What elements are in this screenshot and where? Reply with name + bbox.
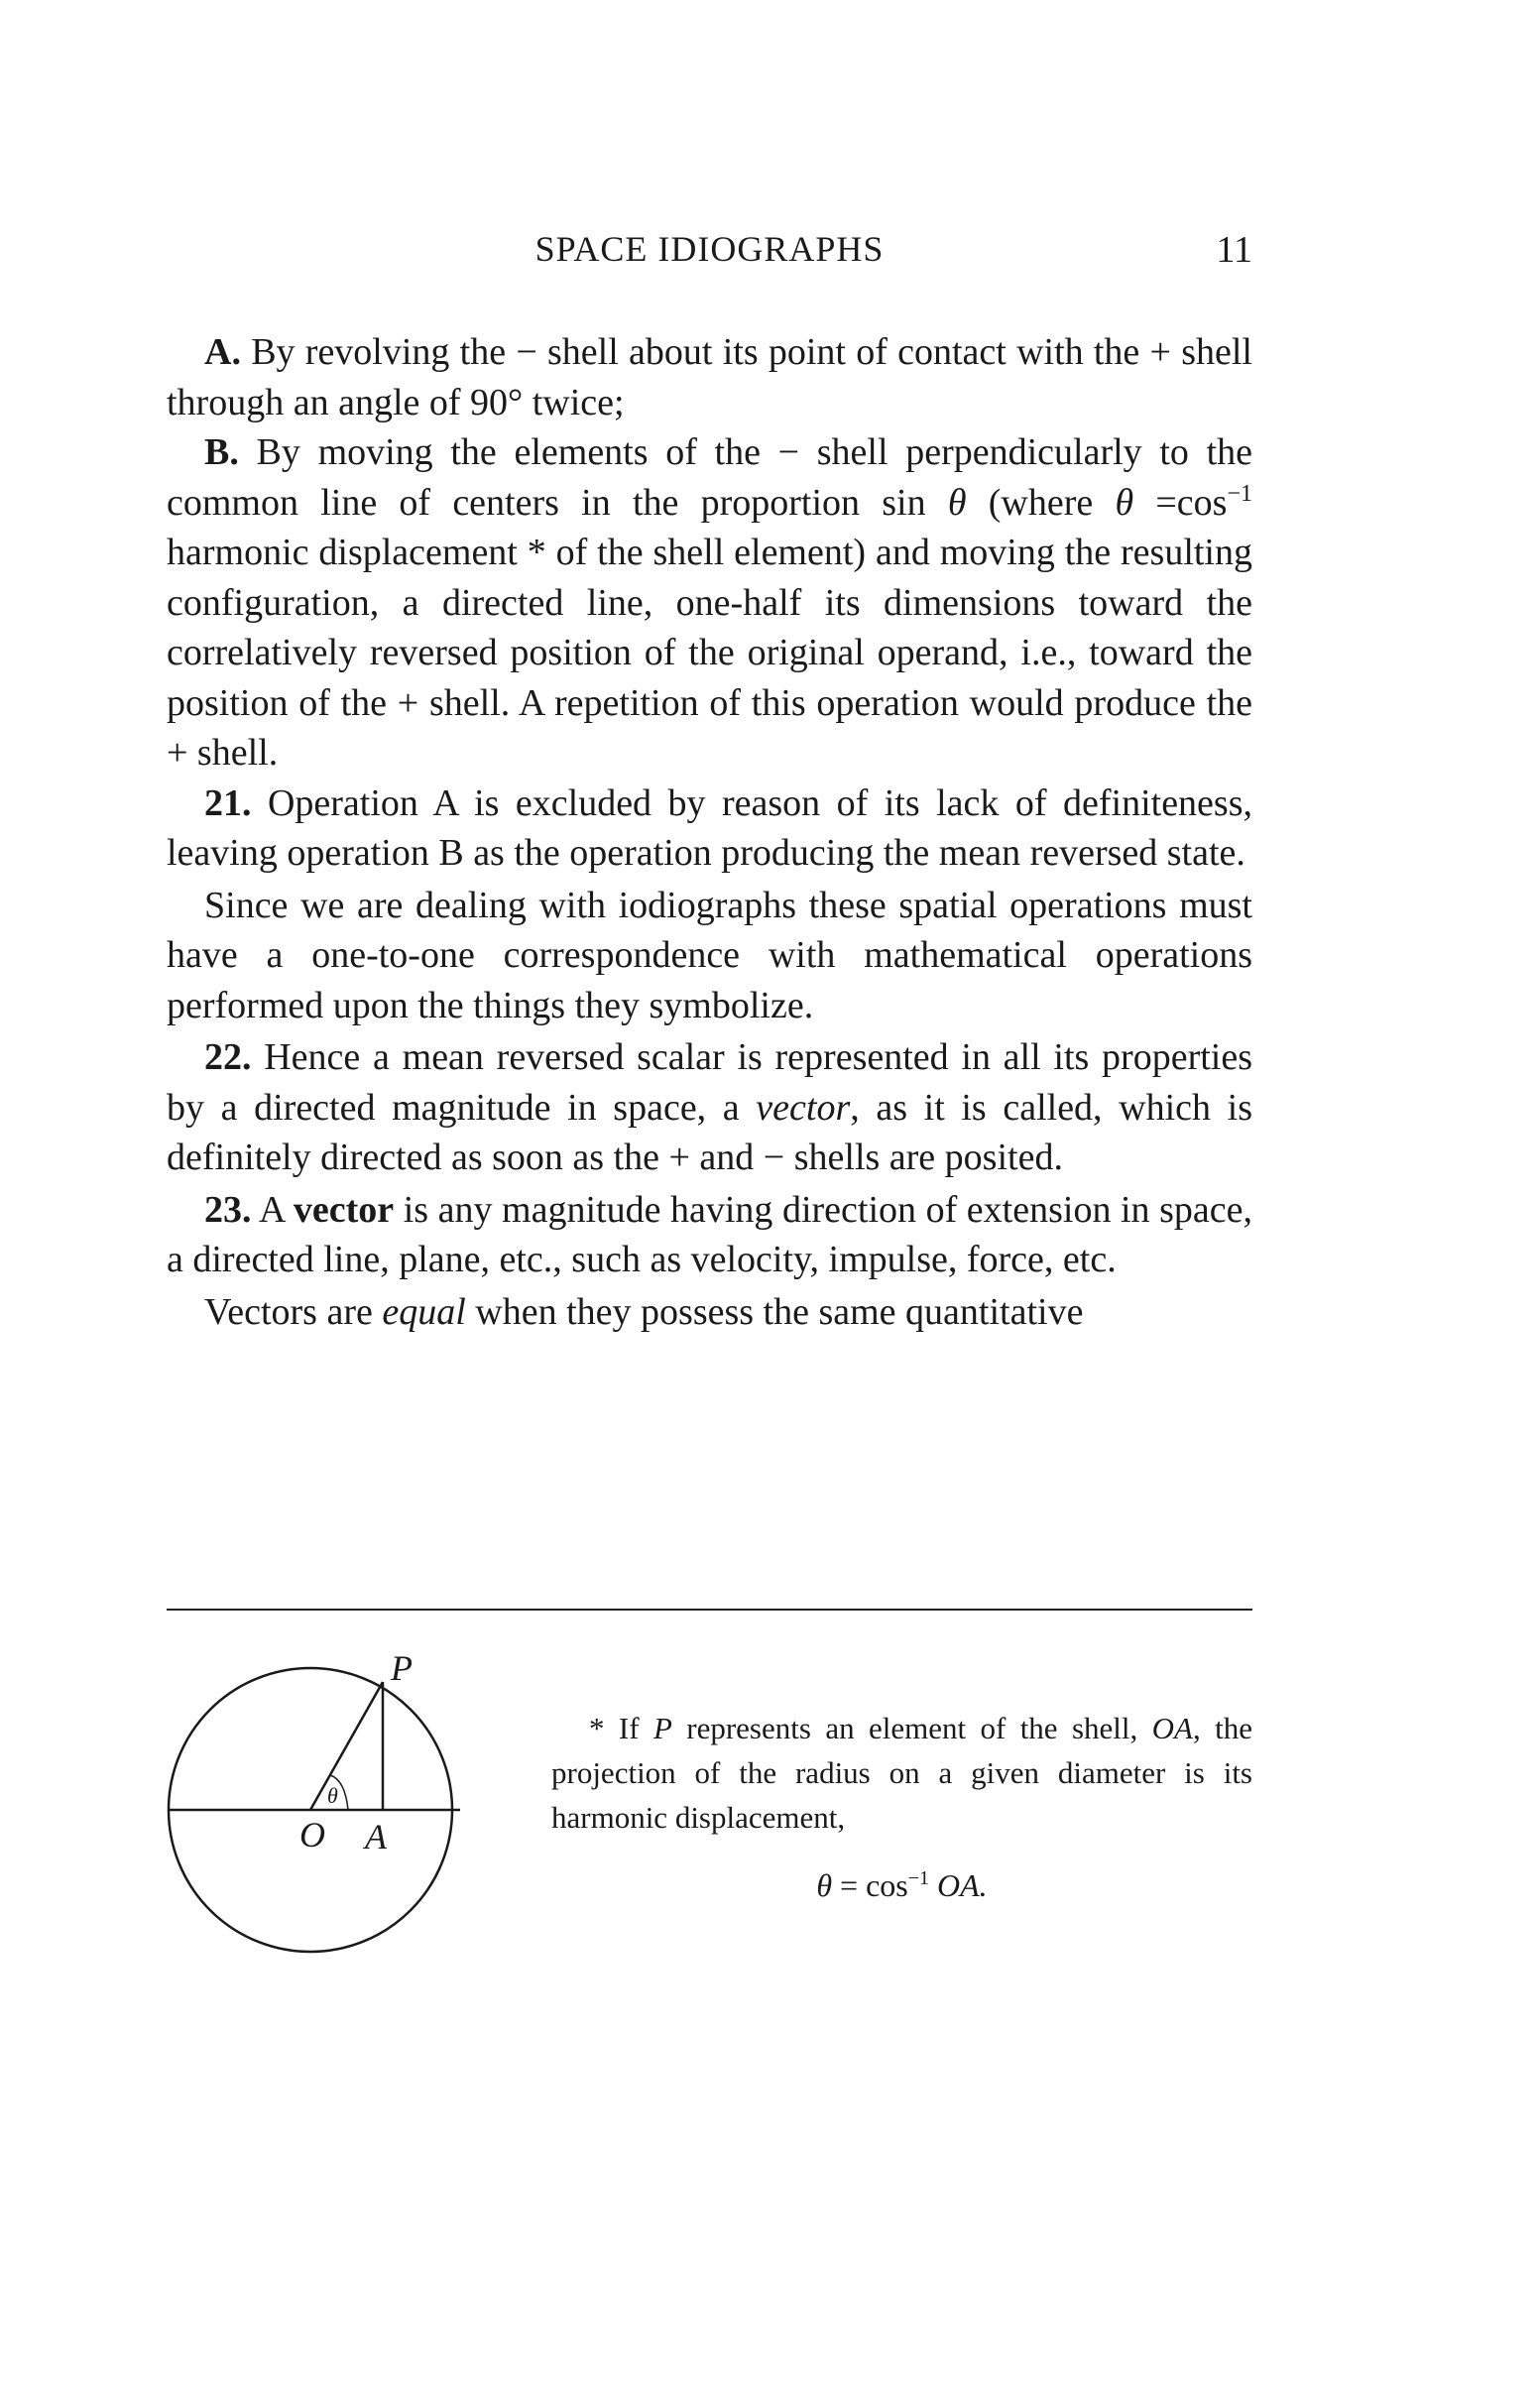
label-o: O bbox=[299, 1815, 325, 1855]
bold-vector: vector bbox=[293, 1188, 395, 1231]
footnote-text bbox=[551, 1706, 1252, 1840]
paragraph-equal-vectors bbox=[167, 1287, 1252, 1338]
emphasis-equal: equal bbox=[382, 1290, 466, 1333]
radius-line bbox=[310, 1682, 383, 1810]
footnote-text-part: represents an element of the shell, bbox=[671, 1711, 1152, 1745]
paragraph-text: Vectors are bbox=[204, 1290, 383, 1333]
paragraph-text: (where bbox=[966, 481, 1116, 524]
paragraph-text: Hence a mean reversed scalar is represented in all its properties by a directed magnitude in space, a bbox=[167, 1036, 1252, 1129]
paragraph-text: Operation A is excluded by reason of its lack of definiteness, leaving operation B as the operation producing the mean reversed state. bbox=[167, 781, 1252, 874]
footnote-formula bbox=[551, 1867, 1252, 1904]
theta-symbol: θ bbox=[947, 481, 967, 524]
paragraph-text: when they possess the same quantitative bbox=[465, 1290, 1084, 1333]
superscript: −1 bbox=[1227, 480, 1253, 507]
paragraph-21 bbox=[167, 779, 1252, 879]
paragraph-23 bbox=[167, 1185, 1252, 1285]
paragraph-text: , as it is called, which is definitely directed as soon as the + and − shells are posited. bbox=[167, 1086, 1253, 1178]
theta-symbol: θ bbox=[1115, 481, 1134, 524]
paragraph-22 bbox=[167, 1032, 1252, 1183]
formula-eq: = cos bbox=[832, 1867, 908, 1903]
label-p: P bbox=[391, 1648, 413, 1688]
paragraph-lead: A. bbox=[204, 331, 241, 373]
circle-diagram bbox=[167, 1646, 484, 2003]
footnote-rule bbox=[167, 1609, 1252, 1611]
paragraph-text: By moving the elements of the − shell perpendicularly to the common line of centers in the proportion sin bbox=[167, 431, 1252, 524]
paragraph-iodiographs bbox=[167, 881, 1252, 1031]
page-number: 11 bbox=[1216, 229, 1252, 271]
footnote-text-part: * If bbox=[589, 1711, 653, 1745]
paragraph-text: Since we are dealing with iodiographs these spatial operations must have a one-to-one correspondence with mathematical operations performed upon the things they symbolize. bbox=[167, 884, 1252, 1026]
running-title: SPACE IDIOGRAPHS bbox=[534, 229, 885, 269]
footnote bbox=[551, 1706, 1252, 1840]
paragraph-operation-b bbox=[167, 427, 1252, 779]
paragraph-text: is any magnitude having direction of extension in space, a directed line, plane, etc., such as velocity, impulse, force, etc. bbox=[167, 1188, 1252, 1280]
paragraph-text: A bbox=[251, 1188, 294, 1231]
formula-theta: θ bbox=[816, 1867, 833, 1903]
footnote-p: P bbox=[652, 1711, 672, 1745]
paragraph-lead: 23. bbox=[204, 1188, 252, 1231]
formula-sup: −1 bbox=[907, 1867, 930, 1889]
paragraph-lead: 21. bbox=[204, 781, 252, 824]
paragraph-text: By revolving the − shell about its point of contact with the + shell through an angle of 90° twice; bbox=[167, 331, 1252, 423]
label-theta: θ bbox=[327, 1783, 338, 1808]
label-a: A bbox=[365, 1817, 387, 1857]
emphasis-vector: vector bbox=[756, 1086, 851, 1129]
paragraph-lead: B. bbox=[204, 431, 239, 473]
footnote-oa: OA bbox=[1151, 1711, 1193, 1745]
formula-oa: OA. bbox=[929, 1867, 988, 1903]
body-text bbox=[167, 327, 1252, 1337]
running-head bbox=[167, 228, 1252, 288]
footnote-text-part: , the projection of the radius on a given diameter is its harmonic displacement, bbox=[551, 1711, 1252, 1835]
paragraph-lead: 22. bbox=[204, 1036, 252, 1078]
paragraph-text: =cos bbox=[1133, 481, 1228, 524]
paragraph-operation-a bbox=[167, 327, 1252, 427]
paragraph-text: harmonic displacement * of the shell element) and moving the resulting configuration, a directed line, one-half its dimensions toward the correlatively reversed position of the original operand, i.e., toward the position of the + shell. A repetition of this operation would produce the + shell. bbox=[167, 532, 1252, 774]
harmonic-displacement-figure bbox=[167, 1646, 484, 2003]
